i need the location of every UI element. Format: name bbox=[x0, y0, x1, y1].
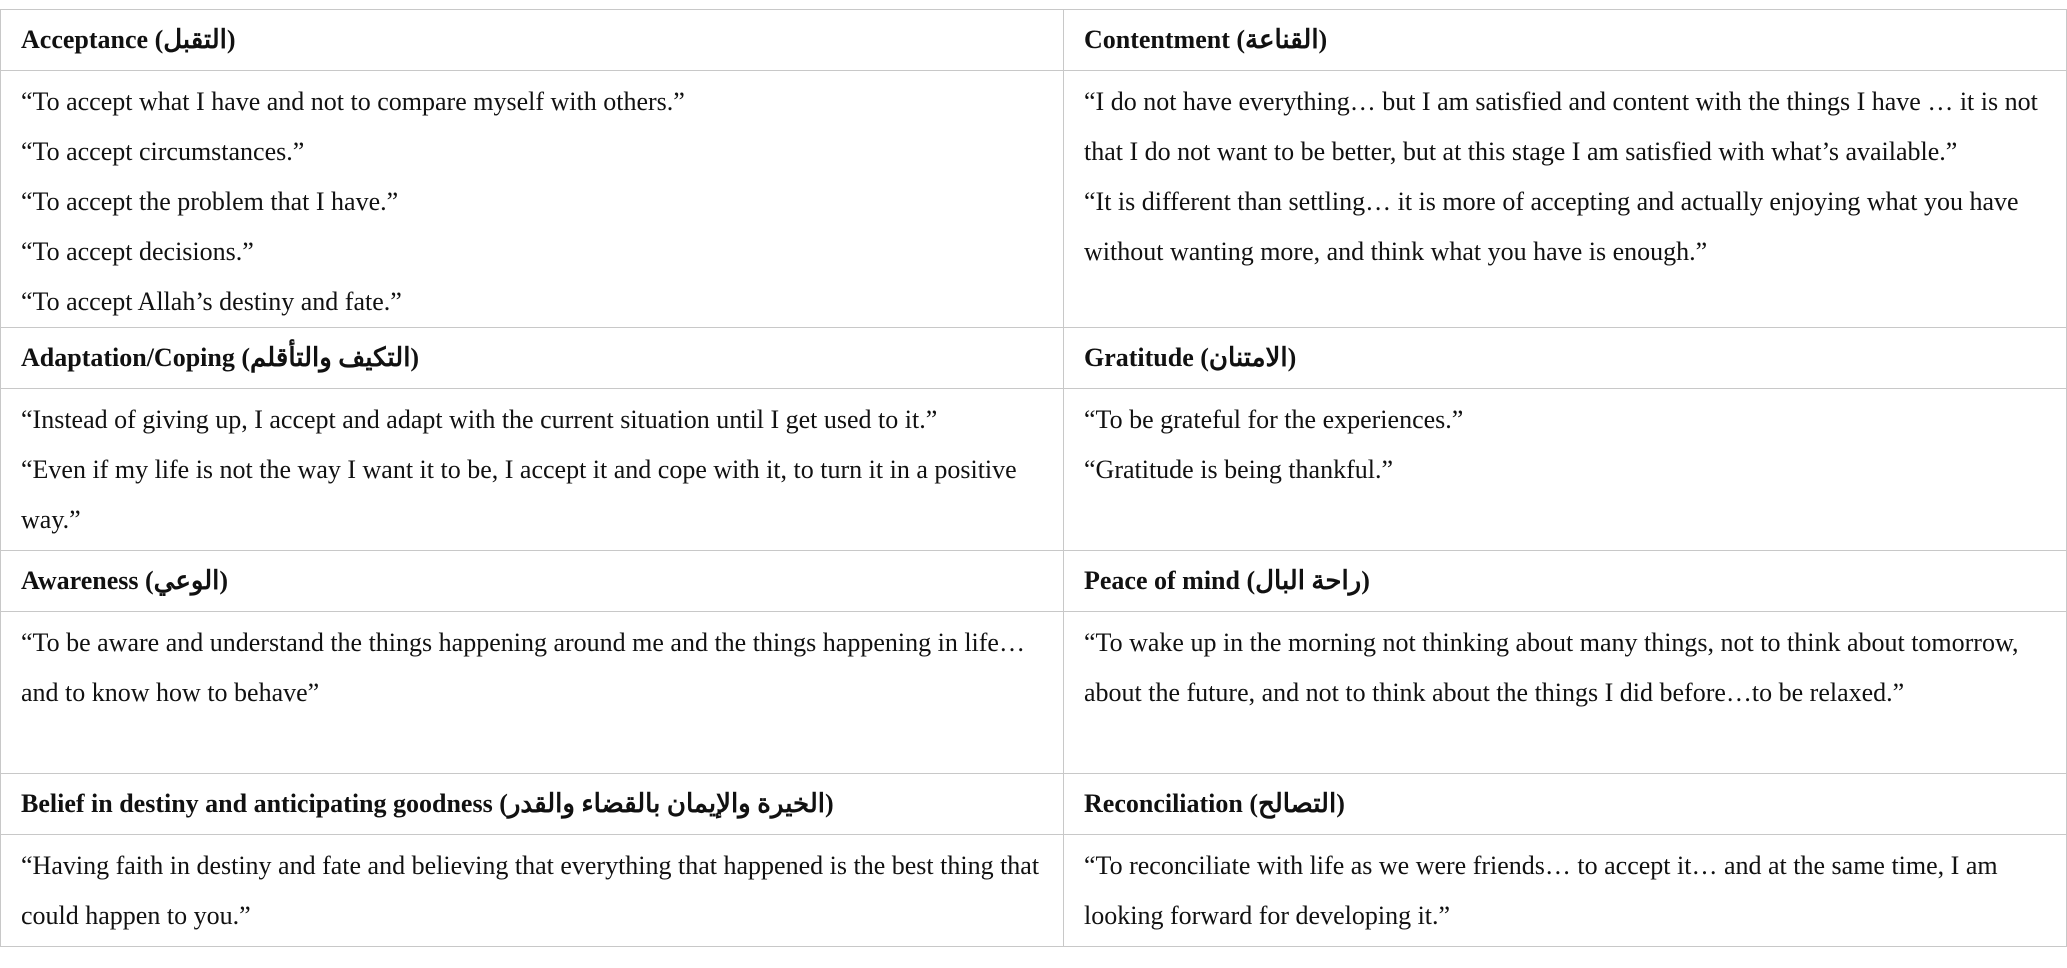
theme-title: Reconciliation bbox=[1084, 789, 1243, 818]
theme-arabic: (التكيف والتأقلم) bbox=[241, 343, 420, 372]
quote: “To accept the problem that I have.” bbox=[21, 187, 399, 216]
theme-title: Adaptation/Coping bbox=[21, 343, 235, 372]
quotes-cell bbox=[1, 612, 1064, 774]
table-row bbox=[1, 835, 2067, 947]
quote: “Instead of giving up, I accept and adapt with the current situation until I get used to it.” bbox=[21, 405, 938, 434]
theme-heading-cell bbox=[1064, 774, 2067, 835]
quotes-cell bbox=[1064, 71, 2067, 328]
quote: “Gratitude is being thankful.” bbox=[1084, 455, 1394, 484]
theme-heading-cell bbox=[1, 551, 1064, 612]
quote: “To accept what I have and not to compare myself with others.” bbox=[21, 87, 685, 116]
theme-arabic: (القناعة) bbox=[1236, 25, 1328, 54]
theme-heading-cell bbox=[1064, 551, 2067, 612]
table-row bbox=[1, 328, 2067, 389]
quote: “To be aware and understand the things happening around me and the things happening in life… and to know how to behave” bbox=[21, 628, 1025, 707]
quote: “To accept circumstances.” bbox=[21, 137, 305, 166]
table-row bbox=[1, 774, 2067, 835]
theme-title: Gratitude bbox=[1084, 343, 1194, 372]
quote: “It is different than settling… it is more of accepting and actually enjoying what you have without wanting more, and think what you have is enough.” bbox=[1084, 187, 2019, 266]
theme-title: Peace of mind bbox=[1084, 566, 1240, 595]
theme-arabic: (الوعي) bbox=[144, 566, 229, 595]
quote: “Having faith in destiny and fate and believing that everything that happened is the best thing that could happen to you.” bbox=[21, 851, 1040, 930]
quote: “To accept decisions.” bbox=[21, 237, 254, 266]
quote: “To wake up in the morning not thinking about many things, not to think about tomorrow, about the future, and not to think about the things I did before…to be relaxed.” bbox=[1084, 628, 2019, 707]
quotes-cell bbox=[1, 389, 1064, 551]
quotes-cell bbox=[1, 71, 1064, 328]
theme-heading-cell bbox=[1, 328, 1064, 389]
quotes-cell bbox=[1064, 612, 2067, 774]
themes-table bbox=[0, 9, 2067, 947]
quotes-cell bbox=[1, 835, 1064, 947]
theme-arabic: (التقبل) bbox=[154, 25, 236, 54]
quotes-cell bbox=[1064, 389, 2067, 551]
theme-arabic: (الخيرة والإيمان بالقضاء والقدر) bbox=[499, 789, 834, 818]
theme-heading-cell bbox=[1064, 10, 2067, 71]
theme-heading-cell bbox=[1064, 328, 2067, 389]
table-row bbox=[1, 551, 2067, 612]
quotes-cell bbox=[1064, 835, 2067, 947]
table-row bbox=[1, 10, 2067, 71]
table-row bbox=[1, 389, 2067, 551]
theme-heading-cell bbox=[1, 774, 1064, 835]
theme-title: Awareness bbox=[21, 566, 139, 595]
theme-arabic: (التصالح) bbox=[1249, 789, 1345, 818]
theme-title: Acceptance bbox=[21, 25, 149, 54]
theme-arabic: (الامتنان) bbox=[1200, 343, 1297, 372]
table-row bbox=[1, 612, 2067, 774]
theme-heading-cell bbox=[1, 10, 1064, 71]
quote: “To reconciliate with life as we were friends… to accept it… and at the same time, I am looking forward for developing it.” bbox=[1084, 851, 1998, 930]
quote: “To accept Allah’s destiny and fate.” bbox=[21, 287, 402, 316]
theme-title: Contentment bbox=[1084, 25, 1230, 54]
quote: “To be grateful for the experiences.” bbox=[1084, 405, 1464, 434]
table-row bbox=[1, 71, 2067, 328]
quote: “I do not have everything… but I am satisfied and content with the things I have … it is not that I do not want to be better, but at this stage I am satisfied with what’s available.” bbox=[1084, 87, 2038, 166]
theme-title: Belief in destiny and anticipating goodness bbox=[21, 789, 493, 818]
quote: “Even if my life is not the way I want it to be, I accept it and cope with it, to turn it in a positive way.” bbox=[21, 455, 1017, 534]
theme-arabic: (راحة البال) bbox=[1246, 566, 1370, 595]
